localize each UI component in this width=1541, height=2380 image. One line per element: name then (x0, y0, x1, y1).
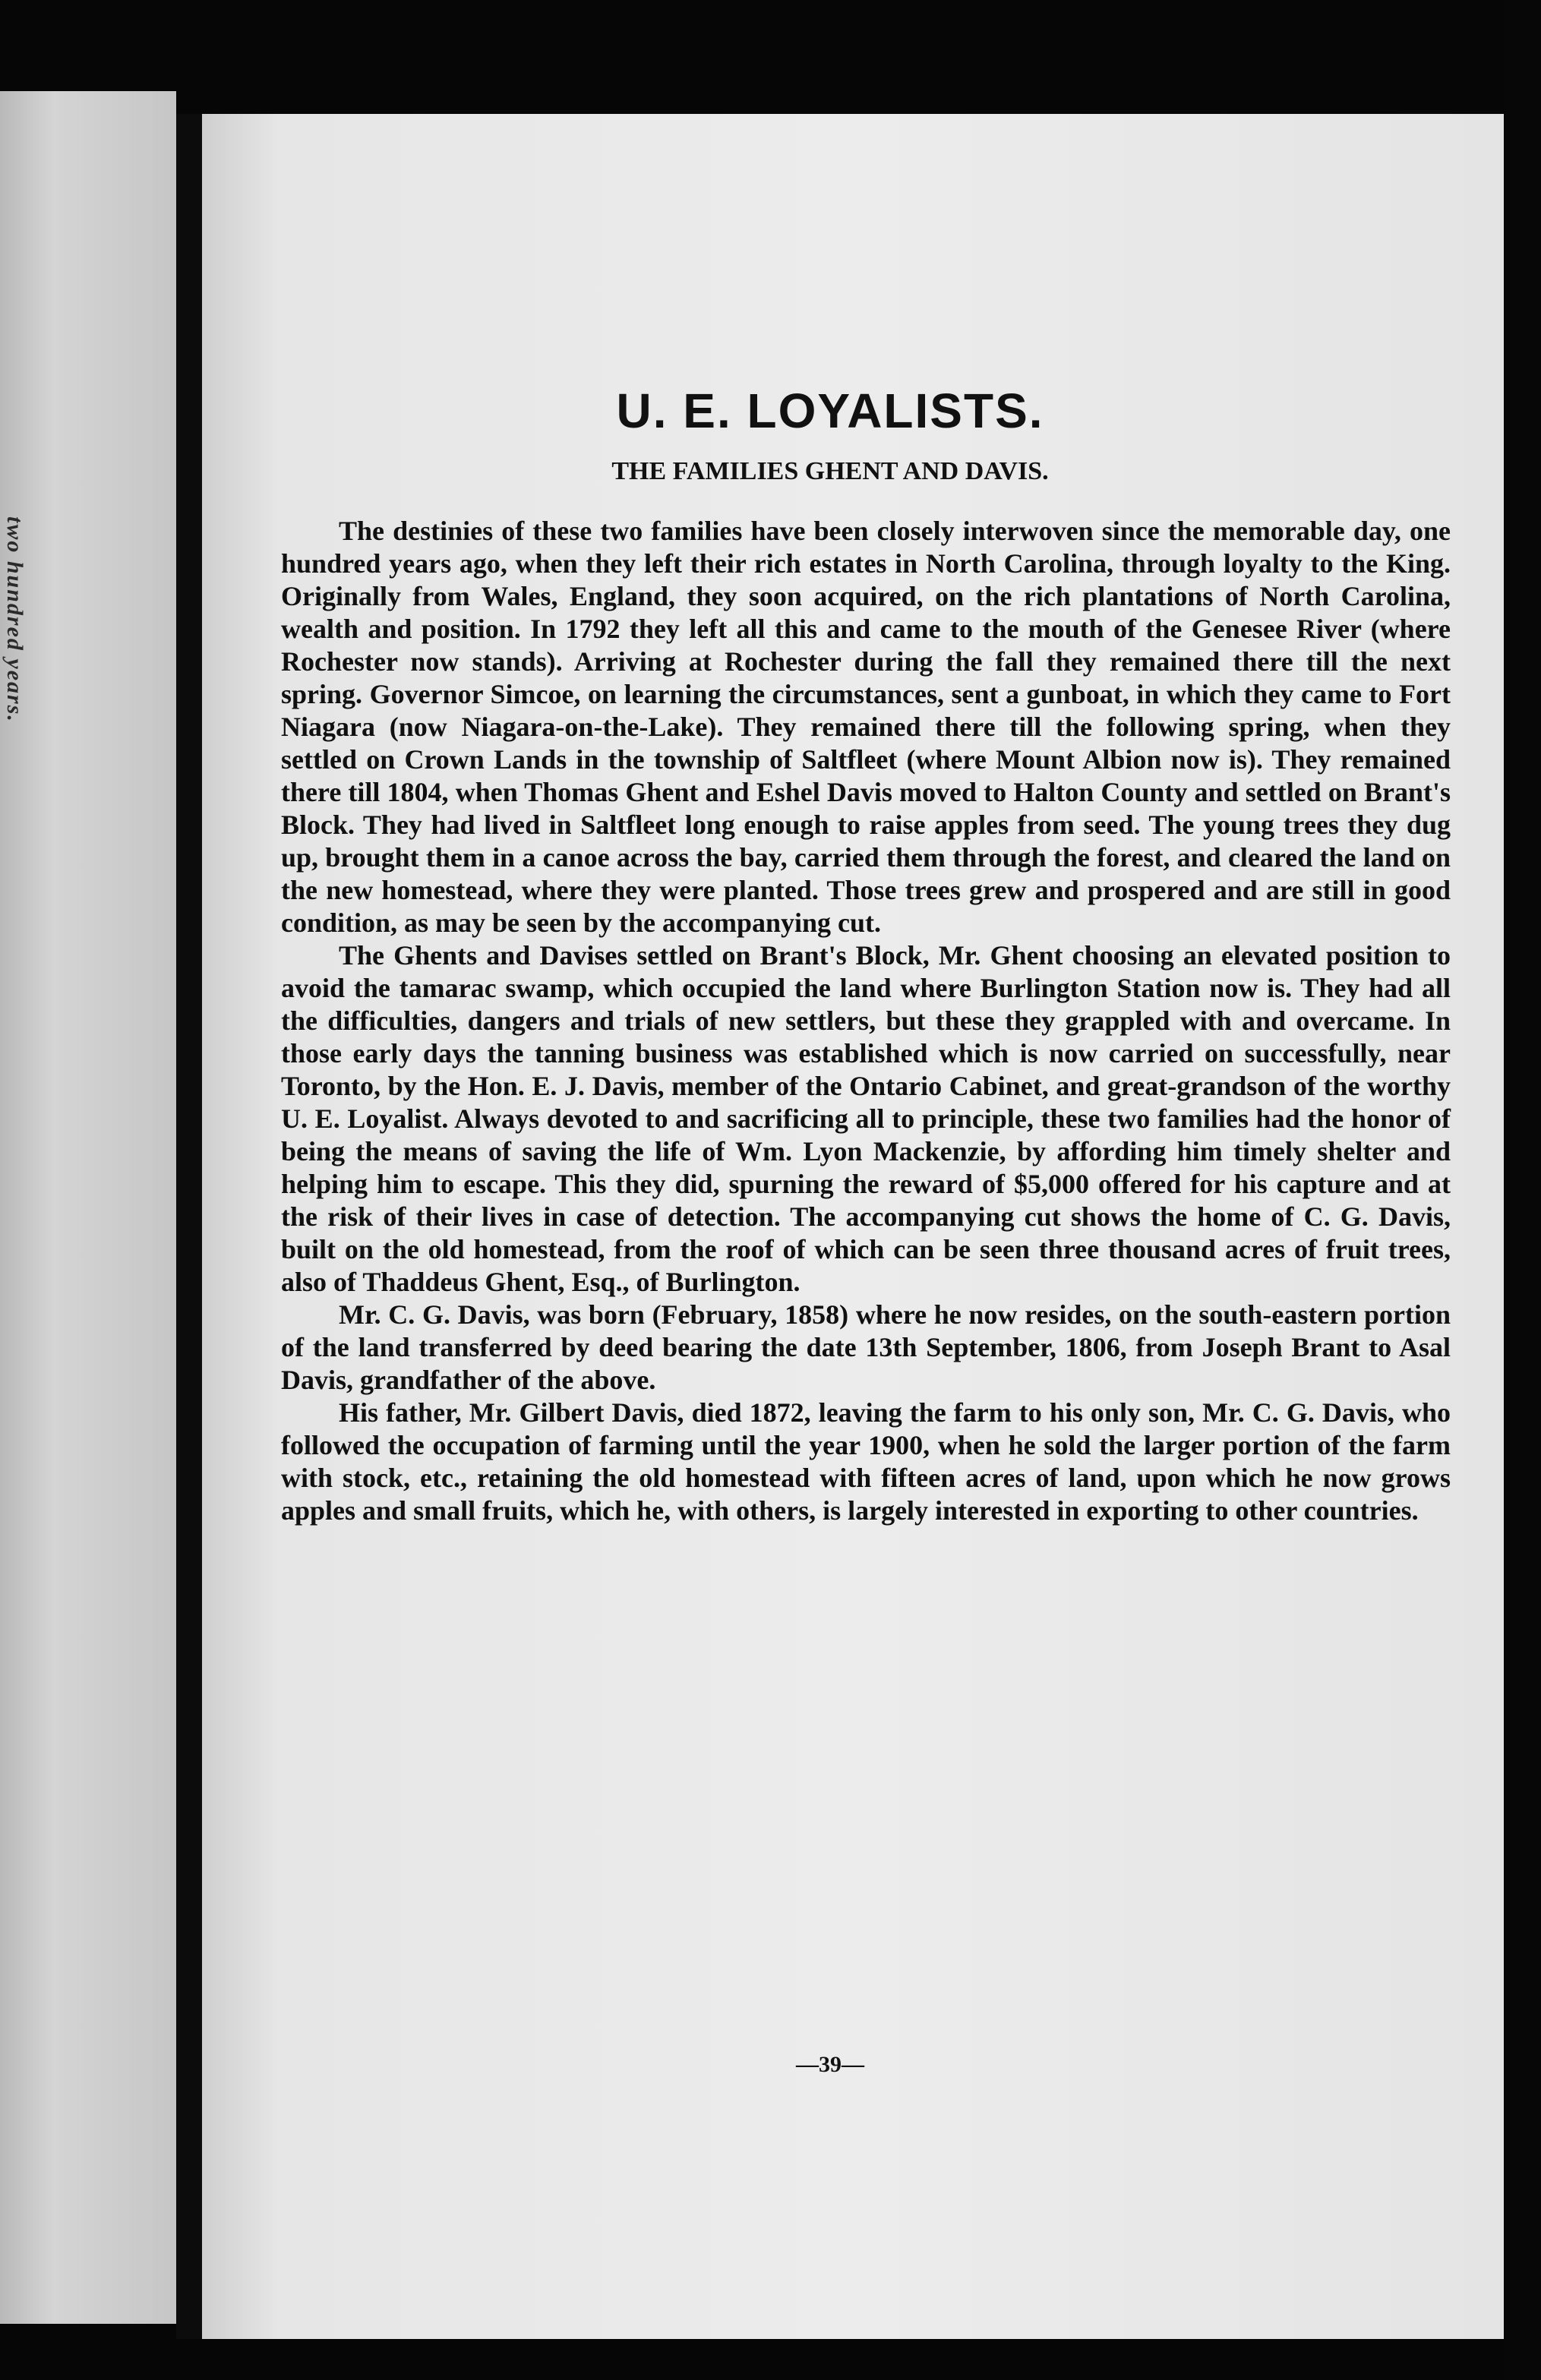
page-binding-shadow (176, 114, 202, 2339)
page-title: U. E. LOYALISTS. (616, 384, 1044, 438)
scan-border-right (1504, 0, 1541, 2380)
margin-fragment-text: two hundred years. (2, 516, 27, 723)
article-body (281, 515, 1451, 1527)
paragraph-1: The destinies of these two families have been closely interwoven since the memorable day, one hundred years ago, when they left their rich estates in North Carolina, through loyalty to the King. Originally from Wales, England, they soon acquired, on the rich plantations of North Carolina, wealth and position. In 1792 they left all this and came to the mouth of the Genesee River (where Rochester now stands). Arriving at Rochester during the fall they remained there till the next spring. Governor Simcoe, on learning the circumstances, sent a gunboat, in which they came to Fort Niagara (now Niagara-on-the-Lake). They remained there till the following spring, when they settled on Crown Lands in the township of Saltfleet (where Mount Albion now is). They remained there till 1804, when Thomas Ghent and Eshel Davis moved to Halton County and settled on Brant's Block. They had lived in Saltfleet long enough to raise apples from seed. The young trees they dug up, brought them in a canoe across the bay, carried them through the forest, and cleared the land on the new homestead, where they were planted. Those trees grew and prospered and are still in good condition, as may be seen by the accompanying cut. (281, 516, 1451, 938)
paragraph-4: His father, Mr. Gilbert Davis, died 1872, leaving the farm to his only son, Mr. C. G. Davis, who followed the occupation of farming until the year 1900, when he sold the larger portion of the farm with stock, etc., retaining the old homestead with fifteen acres of land, upon which he now grows apples and small fruits, which he, with others, is largely interested in exporting to other countries. (281, 1397, 1451, 1526)
section-subtitle: THE FAMILIES GHENT AND DAVIS. (611, 457, 1049, 485)
previous-page-edge (0, 91, 176, 2324)
page-number: —39— (796, 2052, 864, 2077)
scanned-page (202, 114, 1504, 2339)
paragraph-2: The Ghents and Davises settled on Brant's Block, Mr. Ghent choosing an elevated position to avoid the tamarac swamp, which occupied the land where Burlington Station now is. They had all the difficulties, dangers and trials of new settlers, but these they grappled with and overcame. In those early days the tanning business was established which is now carried on successfully, near Toronto, by the Hon. E. J. Davis, member of the Ontario Cabinet, and great-grandson of the worthy U. E. Loyalist. Always devoted to and sacrificing all to principle, these two families had the honor of being the means of saving the life of Wm. Lyon Mackenzie, by affording him timely shelter and helping him to escape. This they did, spurning the reward of $5,000 offered for his capture and at the risk of their lives in case of detection. The accompanying cut shows the home of C. G. Davis, built on the old homestead, from the roof of which can be seen three thousand acres of fruit trees, also of Thaddeus Ghent, Esq., of Burlington. (281, 940, 1451, 1297)
paragraph-3: Mr. C. G. Davis, was born (February, 1858) where he now resides, on the south-eastern portion of the land transferred by deed bearing the date 13th September, 1806, from Joseph Brant to Asal Davis, grandfather of the above. (281, 1299, 1451, 1395)
